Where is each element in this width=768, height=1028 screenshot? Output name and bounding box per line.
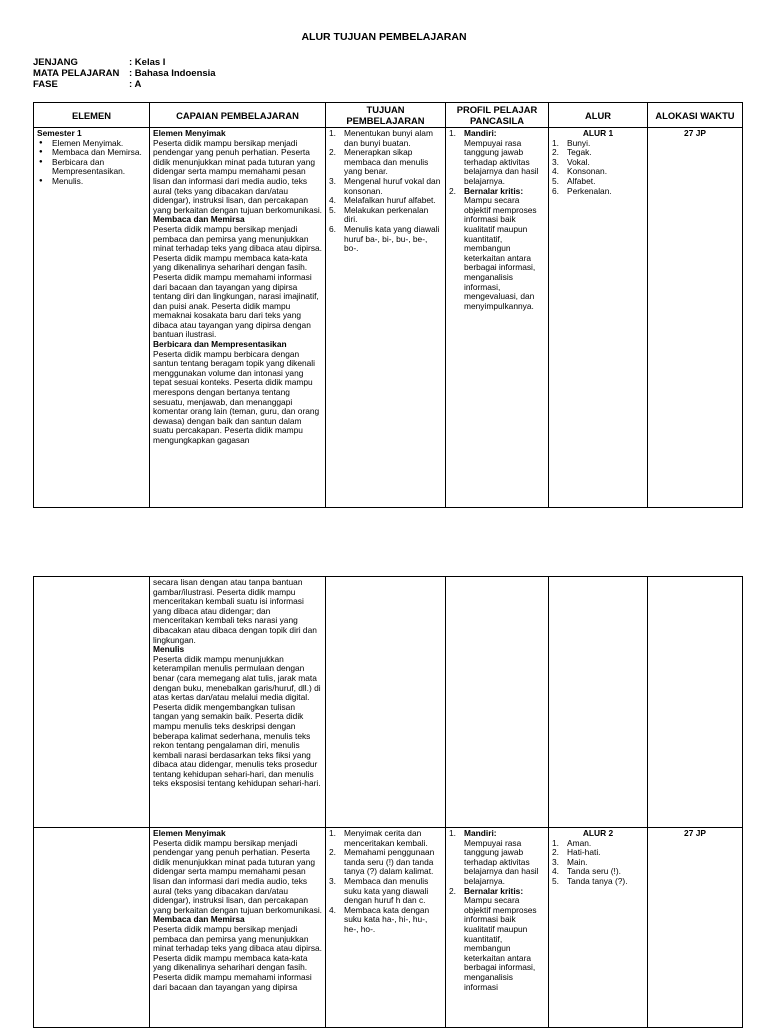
alokasi-value: 27 JP (684, 828, 706, 838)
list-item: 4. Tanda seru (!). (552, 866, 621, 877)
meta-value: : A (129, 79, 142, 90)
list-item: 5. Alfabet. (552, 175, 596, 186)
elemen-list (37, 139, 146, 187)
header-elemen: ELEMEN (34, 103, 150, 128)
capaian-text: Peserta didik mampu bersikap menjadi pembaca dan pemirsa yang menunjukkan minat terhadap teks yang dibaca atau dipirsa. Peserta didik mampu membaca kata-kata yang dikenalinya seharihari dengan fasih. Peserta didik mampu memahami informasi dari bacaan dan tayangan yang dipirsa tentang diri dan lingkungan, narasi imajinatif, dan puisi anak. Peserta didik mampu memaknai kosakata baru dari teks yang dibaca atau tayangan yang dipirsa dengan bantuan ilustrasi. (153, 223, 323, 340)
list-item: 1. Aman. (552, 837, 592, 848)
list-item: 3. Main. (552, 856, 588, 867)
list-item: 2. Tegak. (552, 147, 592, 158)
list-item: 1. Bunyi. (552, 137, 591, 148)
cell-profil (446, 828, 549, 1028)
capaian-text: Peserta didik mampu bersikap menjadi pembaca dan pemirsa yang menunjukkan minat terhadap teks yang dibaca atau dipirsa. Peserta didik mampu membaca kata-kata yang dikenalinya seharihari dengan fasih. Peserta didik mampu memahami informasi dari bacaan dan tayangan yang dipirsa (153, 923, 323, 992)
meta-key: MATA PELAJARAN (33, 68, 120, 79)
meta-key: JENJANG (33, 57, 78, 68)
capaian-heading: Membaca dan Memirsa (153, 214, 245, 225)
cell-profil (446, 128, 549, 508)
cell-tujuan (326, 128, 446, 508)
capaian-heading: Elemen Menyimak (153, 828, 226, 838)
capaian-text: secara lisan dengan atau tanpa bantuan gambar/ilustrasi. Peserta didik mampu menceritakan kembali suatu isi informasi yang dibaca atau didengar; dan menceritakan kembali teks narasi yang dibacakan atau dibaca dengan topik diri dan lingkungan. (153, 577, 317, 645)
header-tujuan: TUJUAN PEMBELAJARAN (326, 103, 446, 128)
meta-row-mapel (33, 68, 216, 79)
list-item: 3. Vokal. (552, 156, 590, 167)
meta-key: FASE (33, 79, 58, 90)
tujuan-list (329, 829, 442, 935)
table-row (34, 128, 743, 508)
list-item: 5. Tanda tanya (?). (552, 875, 628, 886)
list-item: ● Menulis. (52, 177, 146, 187)
capaian-text: Peserta didik mampu berbicara dengan santun tentang beragam topik yang dikenali menggunakan volume dan intonasi yang tepat sesuai konteks. Peserta didik mampu merespons dengan bertanya tentang sesuatu, menjawab, dan menanggapi komentar orang lain (teman, guru, dan orang dewasa) dengan baik dan santun dalam suatu percakapan. Peserta didik mampu mengungkapkan gagasan (153, 348, 320, 445)
list-item: 2. Bernalar kritis: Mampu secara objektif memproses informasi baik kualitatif maupun kuantitatif, membangun keterkaitan antara berbagai informasi, menganalisis informasi (449, 885, 537, 992)
meta-value: : Bahasa Indoensia (129, 68, 216, 79)
table-row (34, 577, 743, 828)
alokasi-value: 27 JP (684, 128, 706, 138)
cell-tujuan (326, 828, 446, 1028)
list-item: 3. Mengenal huruf vokal dan konsonan. (329, 175, 441, 196)
list-item: 4. Membaca kata dengan suku kata ha-, hi-, hu-, he-, ho-. (329, 904, 430, 934)
cell-alokasi (648, 828, 743, 1028)
cell-alur (549, 828, 648, 1028)
meta-block (33, 57, 216, 90)
meta-row-fase (33, 79, 216, 90)
cell-alokasi (648, 577, 743, 828)
list-item: ● Elemen Menyimak. (52, 139, 146, 149)
header-alokasi: ALOKASI WAKTU (648, 103, 743, 128)
header-profil: PROFIL PELAJAR PANCASILA (446, 103, 549, 128)
header-capaian: CAPAIAN PEMBELAJARAN (150, 103, 326, 128)
capaian-heading: Menulis (153, 644, 185, 655)
list-item: 6. Perkenalan. (552, 185, 612, 196)
list-item: ● Membaca dan Memirsa. (52, 148, 146, 158)
alur-list (552, 139, 644, 197)
cell-elemen (34, 128, 150, 508)
capaian-text: Peserta didik mampu bersikap menjadi pendengar yang penuh perhatian. Peserta didik menunjukkan minat pada tuturan yang didengar serta mampu memahami pesan lisan dan informasi dari media audio, teks aural (teks yang dibacakan dan/atau didengar), instruksi lisan, dan percakapan yang berkaitan dengan tujuan berkomunikasi. (153, 837, 323, 915)
cell-tujuan (326, 577, 446, 828)
alur-title: ALUR 2 (582, 828, 614, 838)
list-item: 3. Membaca dan menulis suku kata yang diawali dengan huruf h dan c. (329, 875, 429, 906)
meta-value: : Kelas I (129, 57, 166, 68)
table-header-row (34, 103, 743, 128)
profil-list (449, 829, 545, 992)
cell-alokasi (648, 128, 743, 508)
capaian-heading: Membaca dan Memirsa (153, 914, 245, 925)
alur-list (552, 839, 644, 887)
list-item: 2. Menerapkan sikap membaca dan menulis yang benar. (329, 147, 429, 177)
atp-table-part2 (33, 576, 743, 1028)
tujuan-list (329, 129, 442, 254)
cell-capaian (150, 577, 326, 828)
capaian-text: Peserta didik mampu menunjukkan keterampilan menulis permulaan dengan benar (cara memegang alat tulis, jarak mata dengan buku, menebalkan garis/huruf, dll.) di atas kertas dan/atau melalui media digital. Peserta didik mengembangkan tulisan tangan yang semakin baik. Peserta didik mampu menulis teks deskripsi dengan beberapa kalimat sederhana, menulis teks rekon tentang pengalaman diri, menulis kembali narasi berdasarkan teks fiksi yang dibaca atau didengar, menulis teks prosedur tentang kehidupan sehari-hari, dan menulis teks eksposisi tentang kehidupan sehari-hari. (153, 653, 321, 789)
cell-profil (446, 577, 549, 828)
cell-elemen (34, 828, 150, 1028)
list-item: 5. Melakukan perkenalan diri. (329, 204, 429, 225)
meta-row-jenjang (33, 57, 216, 68)
capaian-text: Peserta didik mampu bersikap menjadi pendengar yang penuh perhatian. Peserta didik menunjukkan minat pada tuturan yang didengar serta mampu memahami pesan lisan dan informasi dari media audio, teks aural (teks yang dibacakan dan/atau didengar), instruksi lisan, dan percakapan yang berkaitan dengan tujuan berkomunikasi. (153, 137, 323, 215)
cell-alur (549, 128, 648, 508)
cell-alur (549, 577, 648, 828)
table-row (34, 828, 743, 1028)
header-alur: ALUR (549, 103, 648, 128)
list-item: 4. Melafalkan huruf alfabet. (329, 195, 436, 206)
list-item: 2. Bernalar kritis: Mampu secara objektif memproses informasi baik kualitatif maupun kuantitatif, membangun keterkaitan antara berbagai informasi, menganalisis informasi, mengevaluasi, dan menyimpulkannya. (449, 185, 537, 311)
list-item: ● Berbicara dan Mempresentasikan. (52, 158, 146, 177)
capaian-heading: Elemen Menyimak (153, 128, 226, 138)
list-item: 6. Menulis kata yang diawali huruf ba-, bi-, bu-, be-, bo-. (329, 223, 440, 254)
list-item: 2. Hati-hati. (552, 847, 601, 858)
list-item: 1. Menentukan bunyi alam dan bunyi buatan. (329, 128, 433, 148)
semester-label: Semester 1 (37, 128, 82, 138)
list-item: 2. Memahami penggunaan tanda seru (!) dan tanda tanya (?) dalam kalimat. (329, 847, 435, 877)
document-title: ALUR TUJUAN PEMBELAJARAN (301, 31, 467, 43)
list-item: 1. Mandiri: Mempuyai rasa tanggung jawab terhadap aktivitas belajarnya dan hasil belajarnya. (449, 128, 539, 186)
list-item: 1. Menyimak cerita dan menceritakan kembali. (329, 828, 428, 848)
cell-capaian (150, 828, 326, 1028)
capaian-heading: Berbicara dan Mempresentasikan (153, 339, 287, 350)
profil-list (449, 129, 545, 311)
list-item: 4. Konsonan. (552, 166, 608, 177)
cell-elemen (34, 577, 150, 828)
cell-capaian (150, 128, 326, 508)
alur-title: ALUR 1 (582, 128, 614, 138)
atp-table-part1 (33, 102, 743, 508)
list-item: 1. Mandiri: Mempuyai rasa tanggung jawab terhadap aktivitas belajarnya dan hasil belajarnya. (449, 828, 539, 886)
